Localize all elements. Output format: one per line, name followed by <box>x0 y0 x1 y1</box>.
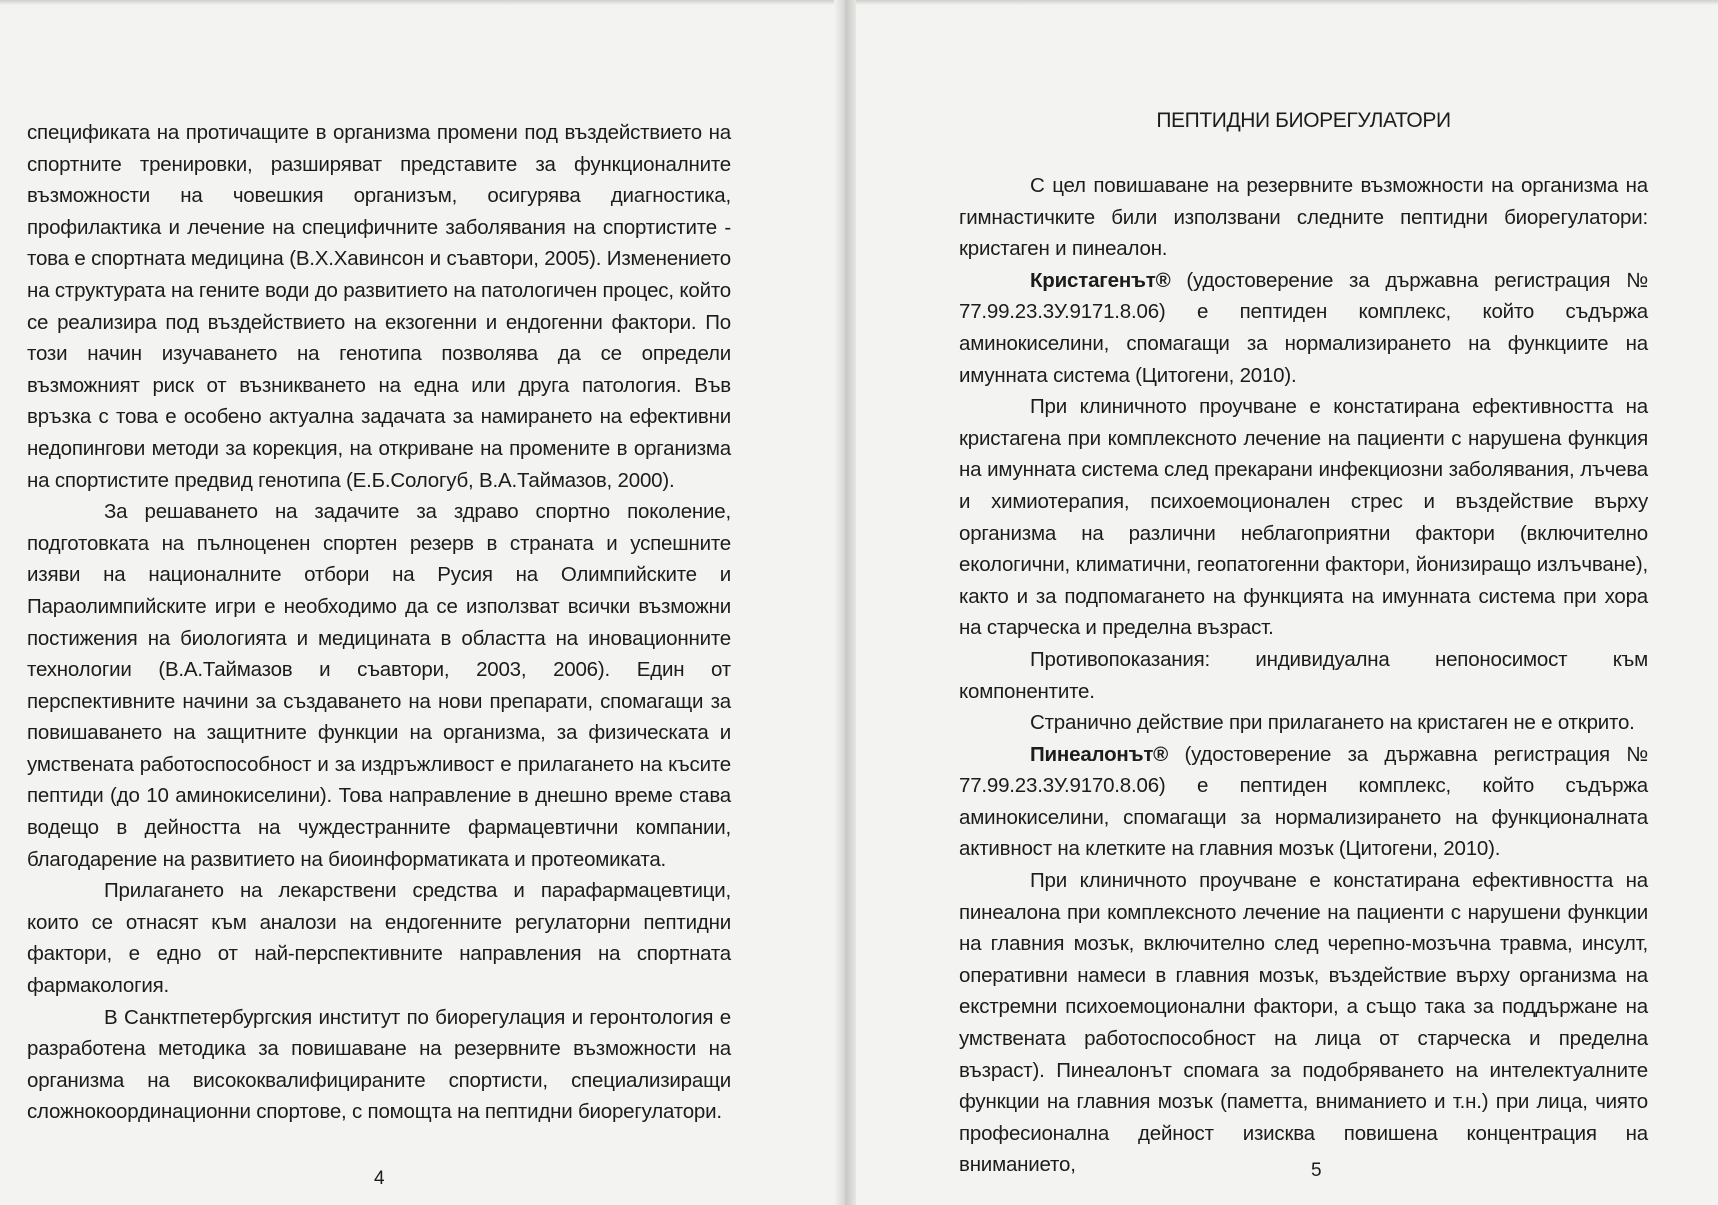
kristagen-study-paragraph: При клиничното проучване е констатирана ефективността на кристагена при комплексното лечение на пациенти с нарушена функция на имунната система след прекарани инфекциозни заболявания, лъчева и химиотерапия, психоемоционален стрес и въздействие върху организма на различни неблагоприятни фактори (включително екологични, климатични, геопатогенни фактори, йонизиращо излъчване), както и за подпомагането на функцията на имунната система при хора на старческа и пределна възраст. <box>959 395 1648 640</box>
left-paragraph-3: Прилагането на лекарствени средства и парафармацевтици, които се отнасят към аналози на ендогенните регулаторни пептидни фактори, е едно от най-перспективните направления на спортната фармакология. <box>27 879 731 998</box>
left-paragraph-1: спецификата на протичащите в организма промени под въздействието на спортните тренировки, разширяват представите за функционалните възможности на човешкия организъм, осигурява диагностика, профилактика и лечение на специфичните заболявания на спортистите - това е спортната медицина (В.Х.Хавинсон и съавтори, 2005). Изменението на структурата на гените води до развитието на патологичен процес, който се реализира под въздействието на екзогенни и ендогенни фактори. По този начин изучаването на генотипа позволява да се определи възможният риск от възникването на една или друга патология. Във връзка с това е особено актуална задачата за намирането на ефективни недопингови методи за корекция, на откриване на промените в организма на спортистите предвид генотипа (Е.Б.Сологуб, В.А.Таймазов, 2000). <box>27 121 731 492</box>
left-page-number: 4 <box>374 1168 385 1189</box>
right-page <box>856 0 1718 1205</box>
left-page-body <box>27 117 731 1128</box>
side-effects-paragraph: Странично действие при прилагането на кристаген не е открито. <box>1030 711 1635 735</box>
book-gutter <box>834 0 856 1205</box>
right-page-body <box>959 170 1648 1181</box>
kristagen-paragraph <box>959 265 1648 391</box>
left-paragraph-4: В Санктпетербургския институт по биорегулация и геронтология е разработена методика за повишаване на резервните възможности на организма на висококвалифицираните спортисти, специализиращи сложнокоординационни спортове, с помощта на пептидни биорегулатори. <box>27 1005 731 1124</box>
section-heading: ПЕПТИДНИ БИОРЕГУЛАТОРИ <box>1156 109 1451 132</box>
pinealon-term: Пинеалонът® <box>1030 742 1169 766</box>
kristagen-description: (удостоверение за държавна регистрация № 77.99.23.3У.9171.8.06) е пептиден комплекс, който съдържа аминокиселини, спомагащи за нормализирането на функциите на имунната система (Цитогени, 2010). <box>959 268 1648 387</box>
left-paragraph-2: За решаването на задачите за здраво спортно поколение, подготовката на пълноценен спортен резерв в страната и успешните изяви на националните отбори на Русия на Олимпийските и Параолимпийските игри е необходимо да се използват всички възможни постижения на биологията и медицината в областта на иновационните технологии (В.А.Таймазов и съавтори, 2003, 2006). Един от перспективните начини за създаването на нови препарати, спомагащи за повишаването на защитните функции на организма, за физическата и умствената работоспособност и за издръжливост е прилагането на късите пептиди (до 10 аминокиселини). Това направление в днешно време става водещо в дейността на чуждестранните фармацевтични компании, благодарение на развитието на биоинформатиката и протеомиката. <box>27 500 731 871</box>
kristagen-term: Кристагенът® <box>1030 268 1171 292</box>
right-page-number: 5 <box>1311 1160 1322 1181</box>
contraindications-paragraph: Противопоказания: индивидуална непоносимост към компонентите. <box>959 647 1648 703</box>
pinealon-description: (удостоверение за държавна регистрация № 77.99.23.3У.9170.8.06) е пептиден комплекс, който съдържа аминокиселини, спомагащи за нормализирането на функционалната активност на клетките на главния мозък (Цитогени, 2010). <box>959 742 1648 861</box>
pinealon-paragraph <box>959 739 1648 865</box>
intro-paragraph: С цел повишаване на резервните възможности на организма на гимнастичките били използвани следните пептидни биорегулатори: кристаген и пинеалон. <box>959 174 1648 261</box>
left-page <box>0 0 834 1205</box>
pinealon-study-paragraph: При клиничното проучване е констатирана ефективността на пинеалона при комплексното лечение на пациенти с нарушени функции на главния мозък, включително след черепно-мозъчна травма, инсулт, оперативни намеси в главния мозък, въздействие върху организма на екстремни психоемоционални фактори, а също така за поддържане на умствената работоспособност на лица от старческа и пределна възраст). Пинеалонът спомага за подобряването на интелектуалните функции на главния мозък (паметта, вниманието и т.н.) при лица, чиято професионална дейност изисква повишена концентрация на вниманието, <box>959 869 1648 1177</box>
